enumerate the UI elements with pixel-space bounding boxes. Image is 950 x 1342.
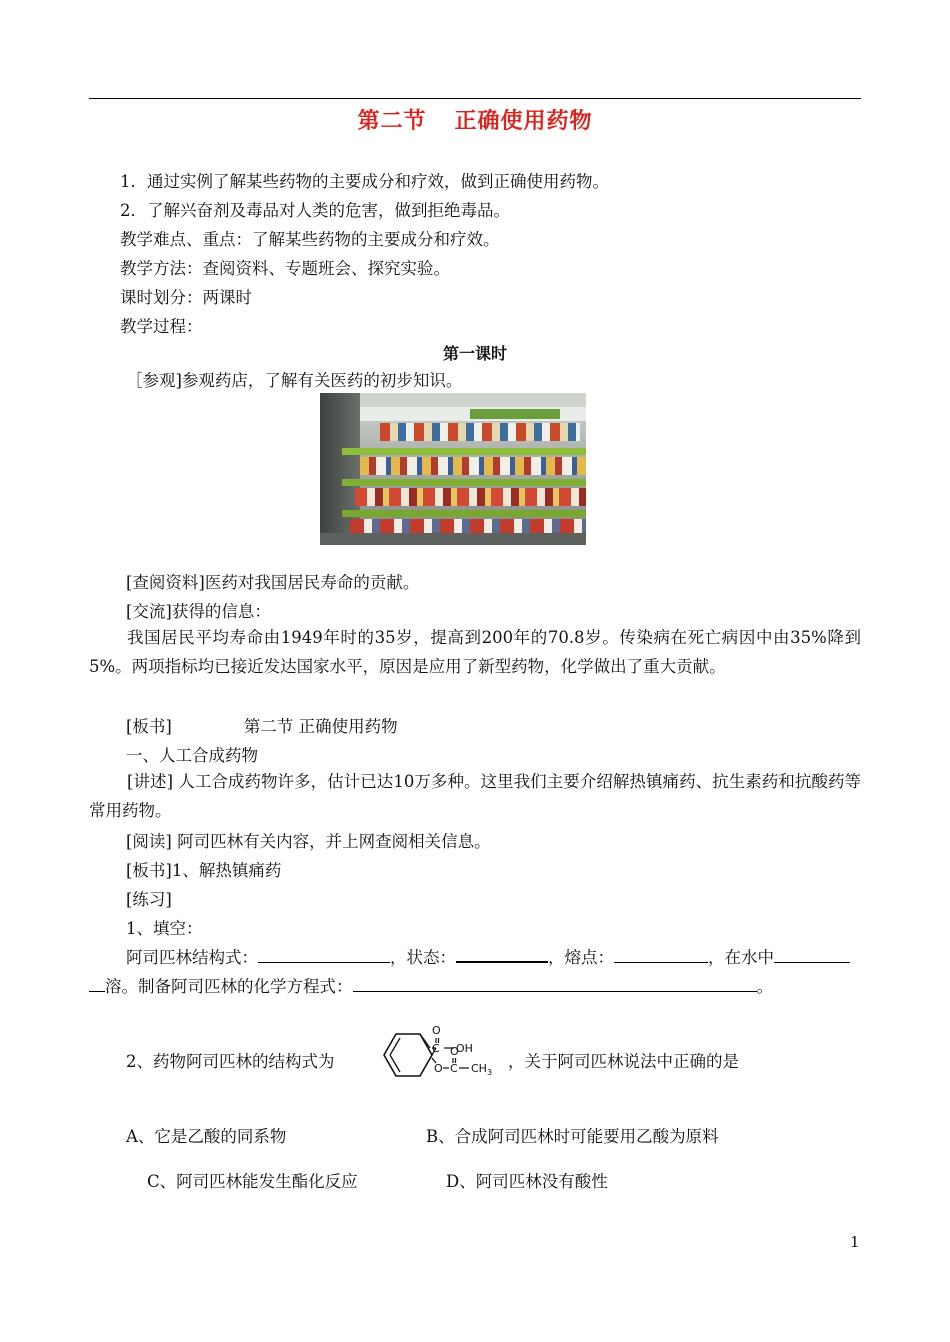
water-blank[interactable] [774, 948, 850, 963]
question-2-suffix: ，关于阿司匹林说法中正确的是 [508, 1052, 739, 1071]
structure-blank[interactable] [258, 948, 390, 963]
carbonyl-oxygen-2: O [450, 1045, 459, 1058]
title-section: 第二节 [357, 109, 427, 134]
section-heading: 一、人工合成药物 [126, 746, 258, 765]
hydroxyl-label: OH [456, 1042, 473, 1055]
aspirin-structure-diagram [376, 1018, 502, 1092]
ester-oxygen: O [434, 1062, 443, 1075]
pharmacy-shelf-photo [320, 393, 586, 545]
objective-2: 2．了解兴奋剂及毒品对人类的危害，做到拒绝毒品。 [120, 201, 510, 220]
board-note-1 [126, 713, 398, 737]
fill-blank-line-2 [89, 973, 773, 997]
state-blank[interactable] [456, 947, 548, 963]
research-note: [查阅资料]医药对我国居民寿命的贡献。 [126, 573, 420, 592]
info-paragraph: 我国居民平均寿命由1949年时的35岁，提高到200年的70.8岁。传染病在死亡病因中由35%降到5%。两项指标均已接近发达国家水平，原因是应用了新型药物，化学做出了重大贡献。 [89, 628, 861, 676]
teaching-method: 教学方法：查阅资料、专题班会、探究实验。 [120, 259, 450, 278]
equation-blank[interactable] [353, 977, 757, 992]
teaching-difficulty: 教学难点、重点：了解某些药物的主要成分和疗效。 [120, 230, 500, 249]
fill-melting-label: ，熔点： [548, 948, 614, 967]
option-b[interactable]: B、合成阿司匹林时可能要用乙酸为原料 [426, 1127, 719, 1146]
option-a[interactable]: A、它是乙酸的同系物 [126, 1127, 287, 1146]
page-title [0, 104, 950, 135]
carbonyl-oxygen-1: O [432, 1024, 441, 1037]
board-note-2: [板书]1、解热镇痛药 [126, 861, 282, 880]
carbon-c2: C [450, 1062, 458, 1075]
option-d[interactable]: D、阿司匹林没有酸性 [446, 1172, 608, 1191]
header-rule [89, 98, 861, 99]
fill-water-label: ，在水中 [708, 948, 774, 967]
carbon-c1: C [432, 1042, 440, 1055]
option-c[interactable]: C、阿司匹林能发生酯化反应 [147, 1172, 358, 1191]
page-number: 1 [850, 1233, 860, 1251]
lecture-paragraph: [讲述] 人工合成药物许多，估计已达10万多种。这里我们主要介绍解热镇痛药、抗生素药和抗酸药等常用药物。 [89, 772, 861, 820]
solubility-blank[interactable] [89, 977, 105, 992]
class-period: 课时划分：两课时 [120, 288, 252, 307]
teaching-process: 教学过程： [120, 317, 203, 336]
question-2-prefix: 2、药物阿司匹林的结构式为 [126, 1052, 335, 1071]
objective-1: 1．通过实例了解某些药物的主要成分和疗效，做到正确使用药物。 [120, 172, 609, 191]
fill-blank-line-1 [126, 944, 850, 968]
title-topic: 正确使用药物 [454, 109, 593, 134]
methyl-label: $CH_3$ [471, 1062, 493, 1077]
fill-dissolve-label: 溶。制备阿司匹林的化学方程式： [105, 977, 353, 996]
visit-note: ［参观]参观药店，了解有关医药的初步知识。 [126, 371, 463, 390]
melting-blank[interactable] [614, 948, 708, 963]
fill-structure-label: 阿司匹林结构式： [126, 948, 258, 967]
fill-heading: 1、填空： [126, 919, 203, 938]
practice-note: [练习] [126, 890, 172, 909]
reading-note: [阅读] 阿司匹林有关内容，并上网查阅相关信息。 [126, 832, 491, 851]
board-tag: [板书] [126, 717, 172, 736]
fill-end: 。 [756, 977, 773, 996]
board-text: 第二节 正确使用药物 [243, 717, 398, 736]
exchange-note: [交流]获得的信息： [126, 602, 271, 621]
fill-state-label: ，状态： [390, 948, 456, 967]
lesson-heading: 第一课时 [442, 344, 507, 363]
